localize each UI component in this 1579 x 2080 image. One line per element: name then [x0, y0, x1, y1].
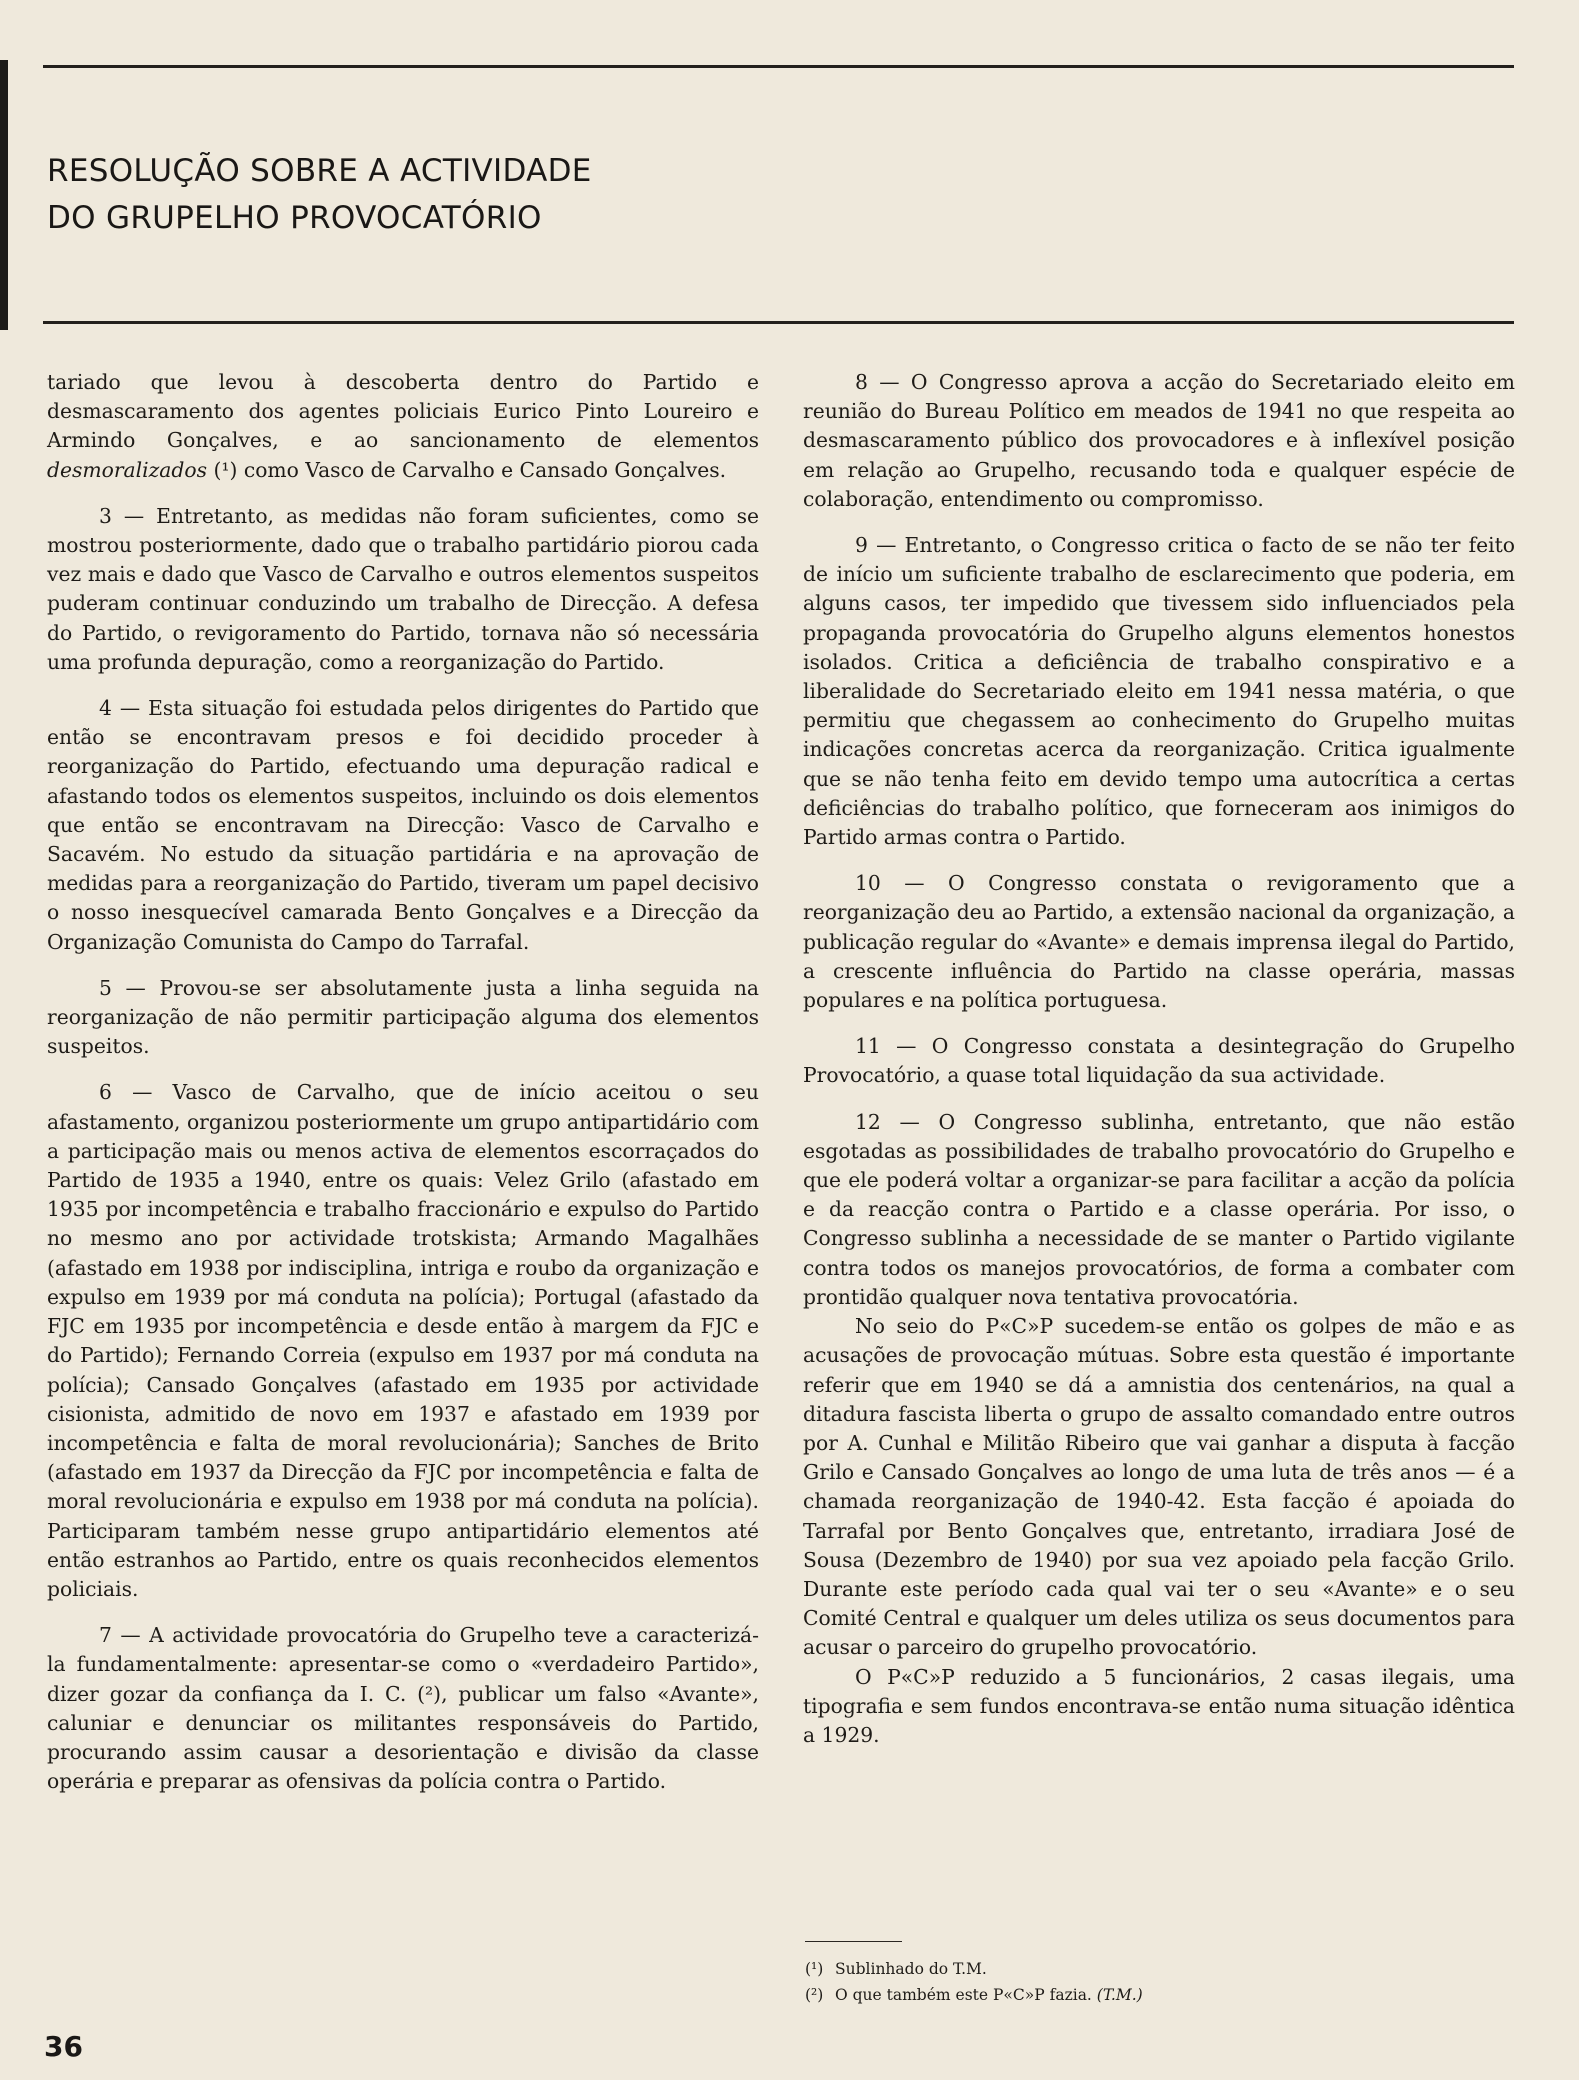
paragraph-7 [47, 1621, 759, 1796]
heading-line-1: RESOLUÇÃO SOBRE A ACTIVIDADE [47, 153, 592, 189]
footnote-marker: (¹) [805, 1960, 824, 1978]
footnote-emphasis: (T.M.) [1096, 1986, 1143, 2004]
heading-line-2: DO GRUPELHO PROVOCATÓRIO [47, 200, 542, 236]
footnotes [805, 1941, 1445, 2008]
heading-rule [43, 321, 1514, 324]
paragraph-8: 8 — O Congresso aprova a acção do Secretariado eleito em reunião do Bureau Político em meados de 1941 no que respeita ao desmascaramento público dos provocadores e à inflexível posição em relação ao Grupelho, recusando toda e qualquer espécie de colaboração, entendimento ou compromisso. [803, 370, 1515, 511]
article-heading [47, 148, 947, 242]
paragraph-11: 11 — O Congresso constata a desintegração do Grupelho Provocatório, a quase total liquidação da sua actividade. [803, 1034, 1515, 1088]
paragraph-text: como Vasco de Carvalho e Cansado Gonçalves. [237, 457, 727, 482]
paragraph-3: 3 — Entretanto, as medidas não foram suficientes, como se mostrou posteriormente, dado que o trabalho partidário piorou cada vez mais e dado que Vasco de Carvalho e outros elementos suspeitos puderam continuar conduzindo um trabalho de Direcção. A defesa do Partido, o revigoramento do Partido, tornava não só necessária uma profunda depuração, como a reorganização do Partido. [47, 503, 759, 674]
paragraph-text: , publicar um falso «Avante», caluniar e denunciar os militantes responsáveis do Partido, procurando assim causar a desorientação e divisão da classe operária e preparar as ofensivas da polícia contra o Partido. [47, 1681, 759, 1794]
right-column [803, 368, 1515, 1750]
paragraph-6: 6 — Vasco de Carvalho, que de início aceitou o seu afastamento, organizou posteriormente um grupo antipartidário com a participação mais ou menos activa de elementos escorraçados do Partido de 1935 a 1940, entre os quais: Velez Grilo (afastado em 1935 por incompetência e trabalho fraccionário e expulso do Partido no mesmo ano por actividade trotskista; Armando Magalhães (afastado em 1938 por indisciplina, intriga e roubo da organização e expulso em 1939 por má conduta na polícia); Portugal (afastado da FJC em 1935 por incompetência e desde então à margem da FJC e do Partido); Fernando Correia (expulso em 1937 por má conduta na polícia); Cansado Gonçalves (afastado em 1935 por actividade cisionista, admitido de novo em 1937 e afastado em 1939 por incompetência e falta de moral revolucionária); Sanches de Brito (afastado em 1937 da Direcção da FJC por incompetência e falta de moral revolucionária e expulso em 1938 por má conduta na polícia). Participaram também nesse grupo antipartidário elementos até então estranhos ao Partido, entre os quais reconhecidos elementos policiais. [47, 1080, 759, 1601]
footnote-ref: (¹) [213, 457, 238, 482]
paragraph-text: tariado que levou à descoberta dentro do Partido e desmascaramento dos agentes policiais Eurico Pinto Loureiro e Armindo Gonçalves, e ao sancionamento de elementos [47, 370, 759, 453]
paragraph-text: 7 — A actividade provocatória do Grupelho teve a caracterizá-la fundamentalmente: apresentar-se como o «verdadeiro Partido», dizer gozar da confiança da I. C. [47, 1623, 759, 1706]
paragraph-12: 12 — O Congresso sublinha, entretanto, que não estão esgotadas as possibilidades de trabalho provocatório do Grupelho e que ele poderá voltar a organizar-se para facilitar a acção da polícia e da reacção contra o Partido e a classe operária. Por isso, o Congresso sublinha a necessidade de se manter o Partido vigilante contra todos os manejos provocatórios, de forma a combater com prontidão qualquer nova tentativa provocatória. [803, 1109, 1515, 1309]
paragraph-continuation [47, 368, 759, 485]
editor-note-paragraph: No seio do P«C»P sucedem-se então os golpes de mão e as acusações de provocação mútuas. Sobre esta questão é importante referir que em 1940 se dá a amnistia dos centenários, na qual a ditadura fascista liberta o grupo de assalto comandado entre outros por A. Cunhal e Militão Ribeiro que vai ganhar a disputa à facção Grilo e Cansado Gonçalves ao longo de uma luta de três anos — é a chamada reorganização de 1940-42. Esta facção é apoiada do Tarrafal por Bento Gonçalves que, entretanto, irradiara José de Sousa (Dezembro de 1940) por sua vez apoiado pela facção Grilo. Durante este período cada qual vai ter o seu «Avante» e o seu Comité Central e qualquer um deles utiliza os seus documentos para acusar o parceiro do grupelho provocatório. [803, 1314, 1515, 1660]
footnote-ref: (²) [417, 1681, 442, 1706]
paragraph-10: 10 — O Congresso constata o revigoramento que a reorganização deu ao Partido, a extensão nacional da organização, a publicação regular do «Avante» e demais imprensa ilegal do Partido, a crescente influência do Partido na classe operária, massas populares e na política portuguesa. [803, 871, 1515, 1013]
editor-note-paragraph: O P«C»P reduzido a 5 funcionários, 2 casas ilegais, uma tipografia e sem fundos encontrava-se então numa situação idêntica a 1929. [803, 1664, 1515, 1747]
emphasis-text: desmoralizados [47, 457, 207, 482]
binding-edge [0, 60, 8, 330]
footnote-text: Sublinhado do T.M. [835, 1960, 987, 1978]
paragraph-4: 4 — Esta situação foi estudada pelos dirigentes do Partido que então se encontravam presos e foi decidido proceder à reorganização do Partido, efectuando uma depuração radical e afastando todos os elementos suspeitos, incluindo os dois elementos que então se encontravam na Direcção: Vasco de Carvalho e Sacavém. No estudo da situação partidária e na aprovação de medidas para a reorganização do Partido, tiveram um papel decisivo o nosso inesquecível camarada Bento Gonçalves e a Direcção da Organização Comunista do Campo do Tarrafal. [47, 696, 759, 954]
page-number: 36 [44, 2030, 83, 2063]
footnote-rule [805, 1941, 902, 1942]
footnote [805, 1956, 1445, 1982]
paragraph-9: 9 — Entretanto, o Congresso critica o facto de se não ter feito de início um suficiente trabalho de esclarecimento que poderia, em alguns casos, ter impedido que tivessem sido influenciados pela propaganda provocatória do Grupelho alguns elementos honestos isolados. Critica a deficiência de trabalho conspirativo e a liberalidade do Secretariado eleito em 1941 nessa matéria, o que permitiu que chegassem ao conhecimento do Grupelho muitas indicações concretas acerca da reorganização. Critica igualmente que se não tenha feito em devido tempo uma autocrítica a certas deficiências do trabalho político, que forneceram aos inimigos do Partido armas contra o Partido. [803, 533, 1515, 850]
left-column [47, 368, 759, 1796]
footnote [805, 1982, 1445, 2008]
footnote-marker: (²) [805, 1986, 824, 2004]
paragraph-5: 5 — Provou-se ser absolutamente justa a linha seguida na reorganização de não permitir participação alguma dos elementos suspeitos. [47, 975, 759, 1059]
footnote-text: O que também este P«C»P fazia. [835, 1986, 1097, 2004]
top-rule [43, 65, 1514, 68]
